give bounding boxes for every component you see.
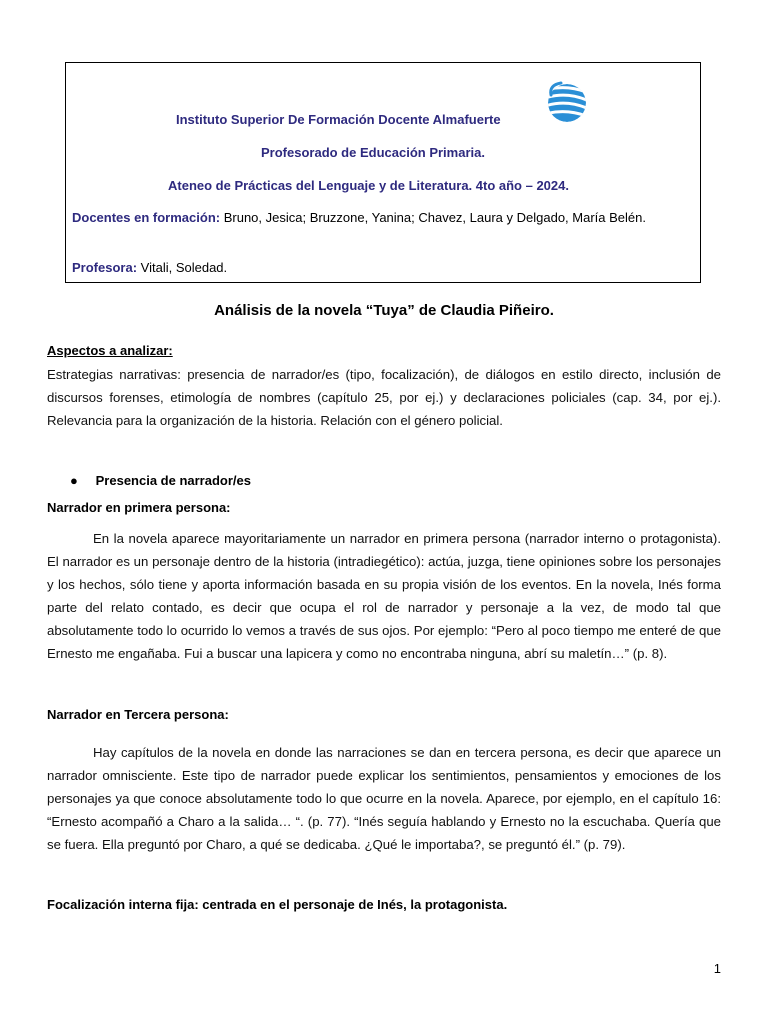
page-number: 1 [713,961,721,976]
bullet-dot-icon: ● [70,473,78,488]
docentes-value: Bruno, Jesica; Bruzzone, Yanina; Chavez, Laura y Delgado, María Belén. [223,210,646,225]
third-person-heading: Narrador en Tercera persona: [47,707,229,722]
third-person-paragraph: Hay capítulos de la novela en donde las narraciones se dan en tercera persona, es decir que aparece un narrador omnisciente. Este tipo de narrador puede explicar los sentimientos, pensamientos y emociones de los personajes ya que conoce absolutamente todo lo que ocurre en la novela. Aparece, por ejemplo, en el capítulo 16: “Ernesto acompañó a Charo a la salida… “. (p. 77). “Inés seguía hablando y Ernesto no la escuchaba. Quería que se fuera. Ella preguntó por Charo, a qué se dedicaba. ¿Qué le importaba?, se preguntó él.” (p. 79). [47,745,721,852]
aspects-paragraph: Estrategias narrativas: presencia de narrador/es (tipo, focalización), de diálogos en estilo directo, inclusión de discursos forenses, etimología de nombres (capítulo 25, por ej.) y declaraciones policiales (cap. 34, por ej.). Relevancia para la organización de la historia. Relación con el género policial. [47,367,721,428]
program-name: Profesorado de Educación Primaria. [261,145,485,160]
first-person-paragraph: En la novela aparece mayoritariamente un narrador en primera persona (narrador interno o protagonista). El narrador es un personaje dentro de la historia (intradiegético): actúa, juzga, tiene opiniones sobre los personajes y los hechos, sólo tiene y aporta información basada en su propia visión de los eventos. En la novela, Inés forma parte del relato contado, es decir que ocupa el rol de narrador y personaje a la vez, de modo tal que absolutamente todo lo ocurrido lo vemos a través de sus ojos. Por ejemplo: “Pero al poco tiempo me enteré de que Ernesto me engañaba. Fui a buscar una lapicera y como no encontraba ninguna, abrí su maletín…” (p. 8). [47,531,721,661]
document-title: Análisis de la novela “Tuya” de Claudia Piñeiro. [214,302,554,319]
profesora-label: Profesora: [72,260,138,275]
aspects-heading: Aspectos a analizar: [47,343,173,358]
docentes-label: Docentes en formación: [72,210,221,225]
profesora-line [72,259,696,277]
institution-name: Instituto Superior De Formación Docente Almafuerte [176,112,501,127]
globe-logo-icon [545,81,589,125]
docentes-line [72,209,696,227]
bullet-item [70,473,251,488]
profesora-value: Vitali, Soledad. [140,260,228,275]
ateneo-line: Ateneo de Prácticas del Lenguaje y de Literatura. 4to año – 2024. [168,178,569,193]
header-box [65,62,701,283]
first-person-heading: Narrador en primera persona: [47,500,231,515]
bullet-label: Presencia de narrador/es [95,473,251,488]
focalization-heading: Focalización interna fija: centrada en el personaje de Inés, la protagonista. [47,897,508,912]
